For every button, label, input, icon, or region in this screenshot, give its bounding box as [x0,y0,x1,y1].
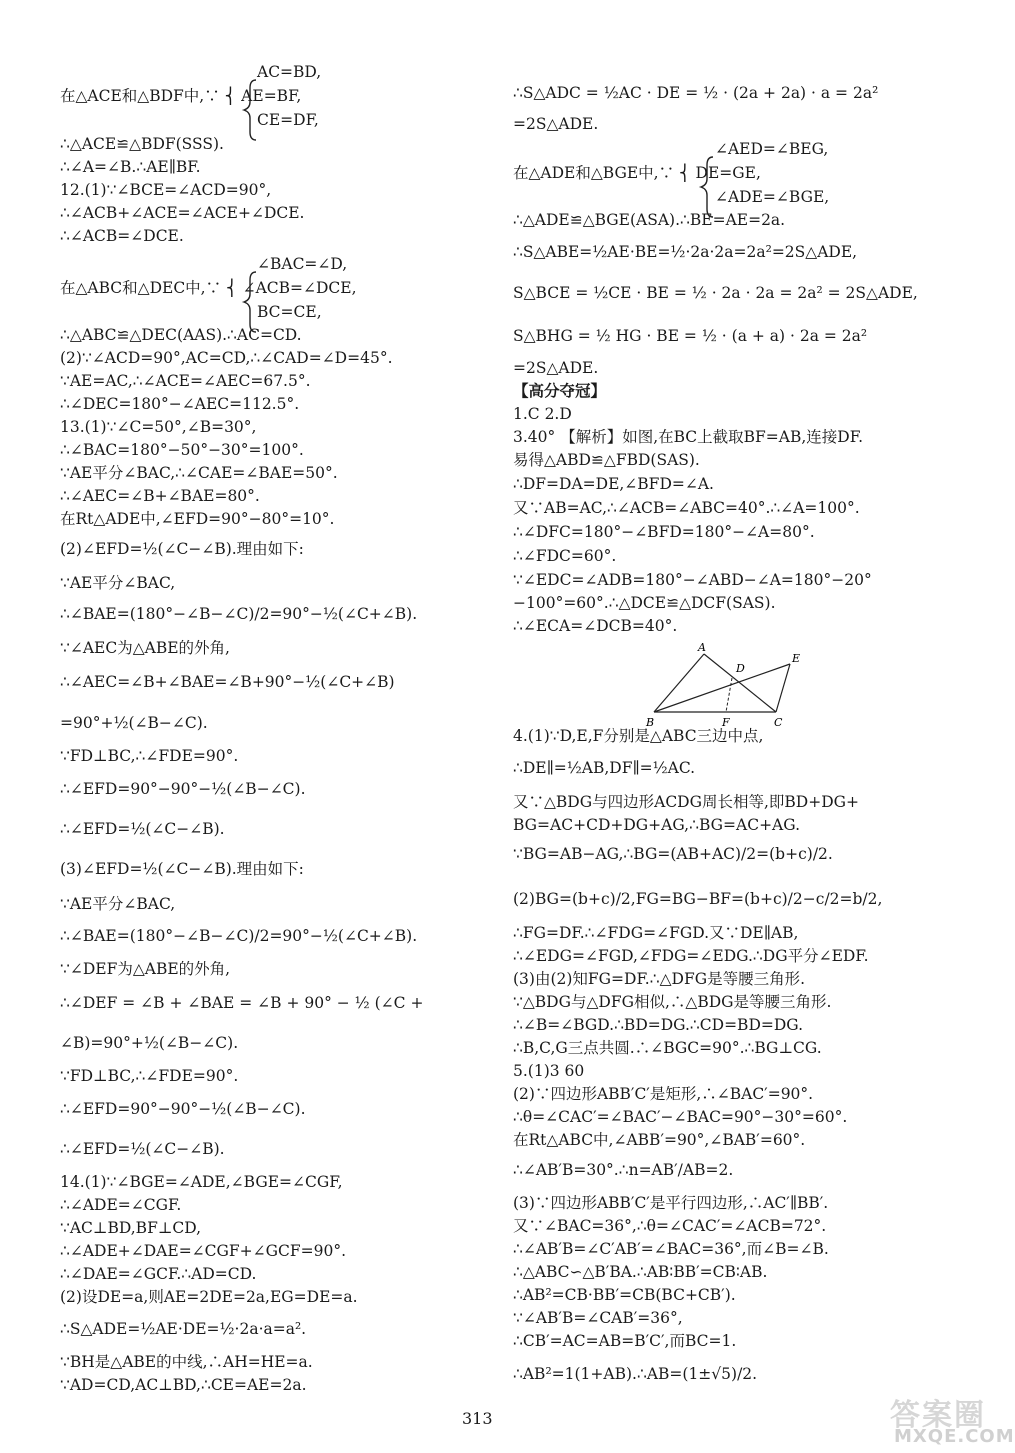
text-line: ∴∠DEF = ∠B + ∠BAE = ∠B + 90° − ½ (∠C + [60,994,424,1012]
text-line: ∴∠BAC=180°−50°−30°=100°. [60,441,304,459]
text-line: ∵FD⊥BC,∴∠FDE=90°. [60,747,239,765]
text-line: (2)设DE=a,则AE=2DE=2a,EG=DE=a. [60,1288,358,1306]
text-line: AC=BD, [257,63,322,81]
text-line: ∵∠EDC=∠ADB=180°−∠ABD−∠A=180°−20° [513,571,872,589]
text-line: ∠BAC=∠D, [257,255,348,273]
text-line: ∴∠B=∠BGD.∴BD=DG.∴CD=BD=DG. [513,1016,804,1034]
text-line: ∴S△ABE=½AE·BE=½·2a·2a=2a²=2S△ADE, [513,243,858,261]
text-line: 在Rt△ABC中,∠ABB′=90°,∠BAB′=60°. [513,1131,806,1149]
text-line: (3)∵四边形ABB′C′是平行四边形,∴AC′∥BB′. [513,1194,829,1212]
text-line: (2)∠EFD=½(∠C−∠B).理由如下: [60,540,304,558]
text-line: ∴∠A=∠B.∴AE∥BF. [60,158,201,176]
text-line: ∴∠DAE=∠GCF.∴AD=CD. [60,1265,257,1283]
text-line: ∴S△ADE=½AE·DE=½·2a·a=a². [60,1320,307,1338]
text-line: =2S△ADE. [513,359,599,377]
text-line: ∴S△ADC = ½AC · DE = ½ · (2a + 2a) · a = 2a² [513,84,879,102]
text-line: 又∵∠BAC=36°,∴θ=∠CAC′=∠ACB=72°. [513,1217,827,1235]
text-line: ∴B,C,G三点共圆.∴∠BGC=90°.∴BG⊥CG. [513,1039,822,1057]
text-line: ∵AE=AC,∴∠ACE=∠AEC=67.5°. [60,372,311,390]
text-line: 又∵AB=AC,∴∠ACB=∠ABC=40°.∴∠A=100°. [513,499,860,517]
text-line: =90°+½(∠B−∠C). [60,714,208,732]
brace-2 [244,272,256,332]
text-line: ∵AD=CD,AC⊥BD,∴CE=AE=2a. [60,1376,307,1394]
triangle-figure [640,640,800,730]
text-line: BG=AC+CD+DG+AG,∴BG=AC+AG. [513,816,801,834]
text-line: ∴∠AB′B=∠C′AB′=∠BAC=36°,而∠B=∠B. [513,1240,829,1258]
watermark-bottom: MXQE.COM [894,1426,1015,1447]
label-C: C [774,716,783,729]
text-line: ∵BG=AB−AG,∴BG=(AB+AC)/2=(b+c)/2. [513,845,833,863]
text-line: S△BHG = ½ HG · BE = ½ · (a + a) · 2a = 2a² [513,327,868,345]
text-line: 又∵△BDG与四边形ACDG周长相等,即BD+DG+ [513,793,860,811]
text-line: ∴DE∥=½AB,DF∥=½AC. [513,759,696,777]
text-line: ∴FG=DF.∴∠FDG=∠FGD.又∵DE∥AB, [513,924,799,942]
text-line: ∴CB′=AC=AB=B′C′,而BC=1. [513,1332,737,1350]
text-line: (2)∵四边形ABB′C′是矩形,∴∠BAC′=90°. [513,1085,814,1103]
text-line: ∠AED=∠BEG, [715,140,829,158]
text-line: 3.40° 【解析】如图,在BC上截取BF=AB,连接DF. [513,428,863,446]
text-line: (3)∠EFD=½(∠C−∠B).理由如下: [60,860,304,878]
text-line: ∴θ=∠CAC′=∠BAC′−∠BAC=90°−30°=60°. [513,1108,848,1126]
text-line: ∴AB²=CB·BB′=CB(BC+CB′). [513,1286,736,1304]
text-line: ∵BH是△ABE的中线,∴AH=HE=a. [60,1353,313,1371]
text-line: ∴∠AB′B=30°.∴n=AB′/AB=2. [513,1161,734,1179]
text-line: −100°=60°.∴△DCE≌△DCF(SAS). [513,594,776,612]
text-line: ∴∠ADE+∠DAE=∠CGF+∠GCF=90°. [60,1242,347,1260]
text-line: ∴∠DFC=180°−∠BFD=180°−∠A=80°. [513,523,815,541]
text-line: 在△ADE和△BGE中,∵ ⎨ DE=GE, [513,164,761,182]
text-line: ∵FD⊥BC,∴∠FDE=90°. [60,1067,239,1085]
page-number: 313 [462,1409,493,1428]
watermark-logo [890,1390,1015,1448]
text-line: ∴∠EDG=∠FGD,∠FDG=∠EDG.∴DG平分∠EDF. [513,947,869,965]
text-line: 5.(1)3 60 [513,1062,585,1080]
text-line: ∴∠ACB=∠DCE. [60,227,184,245]
text-line: ∴∠EFD=90°−90°−½(∠B−∠C). [60,780,306,798]
seg-DF [726,678,732,712]
brace-1 [244,80,256,140]
text-line: 易得△ABD≌△FBD(SAS). [513,451,700,469]
text-line: 在△ACE和△BDF中,∵ ⎨ AE=BF, [60,87,302,105]
text-line: S△BCE = ½CE · BE = ½ · 2a · 2a = 2a² = 2S△ADE, [513,284,918,302]
text-line: ∵AC⊥BD,BF⊥CD, [60,1219,202,1237]
text-line: 1.C 2.D [513,405,572,423]
text-line: ∴∠ECA=∠DCB=40°. [513,617,678,635]
text-line: ∵∠AEC为△ABE的外角, [60,639,230,657]
label-F: F [722,716,730,729]
text-line: 在Rt△ADE中,∠EFD=90°−80°=10°. [60,510,335,528]
label-B: B [646,716,655,729]
text-line: 14.(1)∵∠BGE=∠ADE,∠BGE=∠CGF, [60,1173,343,1191]
text-line: ∴△ABC≌△DEC(AAS).∴AC=CD. [60,326,302,344]
brace-3 [701,157,713,217]
text-line: =2S△ADE. [513,115,599,133]
text-line: CE=DF, [257,111,319,129]
label-D: D [736,662,745,675]
text-line: ∴∠EFD=½(∠C−∠B). [60,820,225,838]
text-line: ∴△ADE≌△BGE(ASA).∴BE=AE=2a. [513,211,786,229]
text-line: ∴∠AEC=∠B+∠BAE=∠B+90°−½(∠C+∠B) [60,673,395,691]
text-line: ∴∠BAE=(180°−∠B−∠C)/2=90°−½(∠C+∠B). [60,605,418,623]
text-line: ∴△ABC∽△B′BA.∴AB∶BB′=CB∶AB. [513,1263,768,1281]
text-line: ∴∠ADE=∠CGF. [60,1196,182,1214]
text-line: (2)BG=(b+c)/2,FG=BG−BF=(b+c)/2−c/2=b/2, [513,890,883,908]
text-line: 12.(1)∵∠BCE=∠ACD=90°, [60,181,272,199]
text-line: ∴∠ACB+∠ACE=∠ACE+∠DCE. [60,204,305,222]
text-line: ∴DF=DA=DE,∠BFD=∠A. [513,475,714,493]
label-E: E [792,652,801,665]
label-A: A [698,641,706,654]
text-line: ∴AB²=1(1+AB).∴AB=(1±√5)/2. [513,1365,758,1383]
text-line: ∵∠DEF为△ABE的外角, [60,960,231,978]
text-line: 4.(1)∵D,E,F分别是△ABC三边中点, [513,727,764,745]
text-line: ∠B)=90°+½(∠B−∠C). [60,1034,239,1052]
text-line: (3)由(2)知FG=DF.∴△DFG是等腰三角形. [513,970,806,988]
text-line: ∴∠EFD=½(∠C−∠B). [60,1140,225,1158]
text-line: ∵AE平分∠BAC,∴∠CAE=∠BAE=50°. [60,464,338,482]
text-line: ∠ADE=∠BGE, [715,188,830,206]
text-line: ∴∠EFD=90°−90°−½(∠B−∠C). [60,1100,306,1118]
text-line: 【高分夺冠】 [513,382,607,400]
text-line: (2)∵∠ACD=90°,AC=CD,∴∠CAD=∠D=45°. [60,349,393,367]
text-line: BC=CE, [257,303,322,321]
text-line: ∴△ACE≌△BDF(SSS). [60,135,224,153]
text-line: ∵∠AB′B=∠CAB′=36°, [513,1309,683,1327]
watermark-top: 答案圈 [890,1398,986,1433]
text-line: 在△ABC和△DEC中,∵ ⎨ ∠ACB=∠DCE, [60,279,357,297]
seg-EC [776,664,790,712]
text-line: ∴∠BAE=(180°−∠B−∠C)/2=90°−½(∠C+∠B). [60,927,418,945]
text-line: ∴∠FDC=60°. [513,547,617,565]
text-line: ∴∠AEC=∠B+∠BAE=80°. [60,487,260,505]
text-line: ∵△BDG与△DFG相似,∴△BDG是等腰三角形. [513,993,832,1011]
text-line: ∴∠DEC=180°−∠AEC=112.5°. [60,395,300,413]
text-line: ∵AE平分∠BAC, [60,895,176,913]
text-line: 13.(1)∵∠C=50°,∠B=30°, [60,418,257,436]
text-line: ∵AE平分∠BAC, [60,574,176,592]
